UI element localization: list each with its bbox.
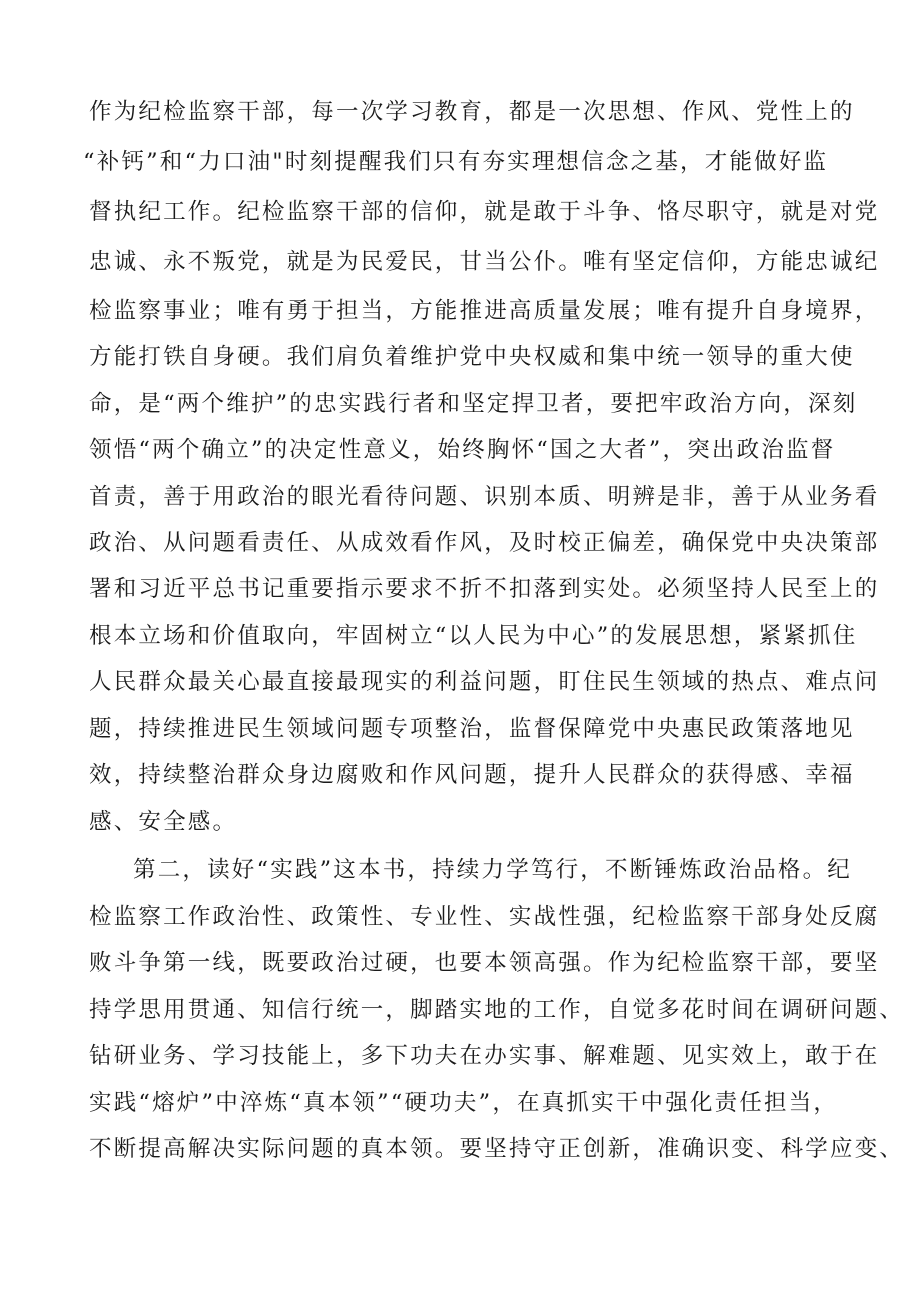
text-line: 检监察工作政治性、政策性、专业性、实战性强，纪检监察干部身处反腐: [89, 904, 880, 930]
text-line: 感、安全感。: [89, 809, 238, 835]
paragraph-first-line: 第二，读好“实践”这本书，持续力学笃行，不断锤炼政治品格。纪: [133, 857, 853, 883]
text-line: 根本立场和价值取向，牢固树立“以人民为中心”的发展思想，紧紧抓住: [89, 623, 858, 649]
text-line: 督执纪工作。纪检监察干部的信仰，就是敢于斗争、恪尽职守，就是对党: [89, 199, 880, 225]
text-line: 检监察事业；唯有勇于担当，方能推进高质量发展；唯有提升自身境界，: [89, 298, 880, 324]
text-line: 效，持续整治群众身边腐败和作风问题，提升人民群众的获得感、幸福: [89, 762, 855, 788]
text-line: 实践“熔炉”中淬炼“真本领”“硬功夫”，在真抓实干中强化责任担当，: [89, 1090, 839, 1116]
text-line: 作为纪检监察干部，每一次学习教育，都是一次思想、作风、党性上的: [89, 99, 855, 125]
text-line: 命，是“两个维护”的忠实践行者和坚定捍卫者，要把牢政治方向，深刻: [89, 391, 858, 417]
text-line: 首责，善于用政治的眼光看待问题、识别本质、明辨是非，善于从业务看: [89, 484, 880, 510]
text-line: 忠诚、永不叛党，就是为民爱民，甘当公仆。唯有坚定信仰，方能忠诚纪: [89, 249, 880, 275]
text-line: 钻研业务、学习技能上，多下功夫在办实事、解难题、见实效上，敢于在: [89, 1043, 880, 1069]
text-line: 题，持续推进民生领域问题专项整治，监督保障党中央惠民政策落地见: [89, 716, 855, 742]
text-line: 领悟“两个确立”的决定性意义，始终胸怀“国之大者”，突出政治监督: [89, 437, 836, 463]
text-line: 署和习近平总书记重要指示要求不折不扣落到实处。必须坚持人民至上的: [89, 576, 880, 602]
text-line: 不断提高解决实际问题的真本领。要坚持守正创新，准确识变、科学应变、: [89, 1136, 905, 1162]
text-line: 人民群众最关心最直接最现实的利益问题，盯住民生领域的热点、难点问: [89, 669, 880, 695]
text-line: 政治、从问题看责任、从成效看作风，及时校正偏差，确保党中央决策部: [89, 530, 880, 556]
text-line: 方能打铁自身硬。我们肩负着维护党中央权威和集中统一领导的重大使: [89, 344, 855, 370]
text-line: “补钙”和“力口油"时刻提醒我们只有夯实理想信念之基，才能做好监: [83, 149, 829, 175]
text-line: 持学思用贯通、知信行统一，脚踏实地的工作，自觉多花时间在调研问题、: [89, 997, 905, 1023]
text-line: 败斗争第一线，既要政治过硬，也要本领高强。作为纪检监察干部，要坚: [89, 950, 880, 976]
